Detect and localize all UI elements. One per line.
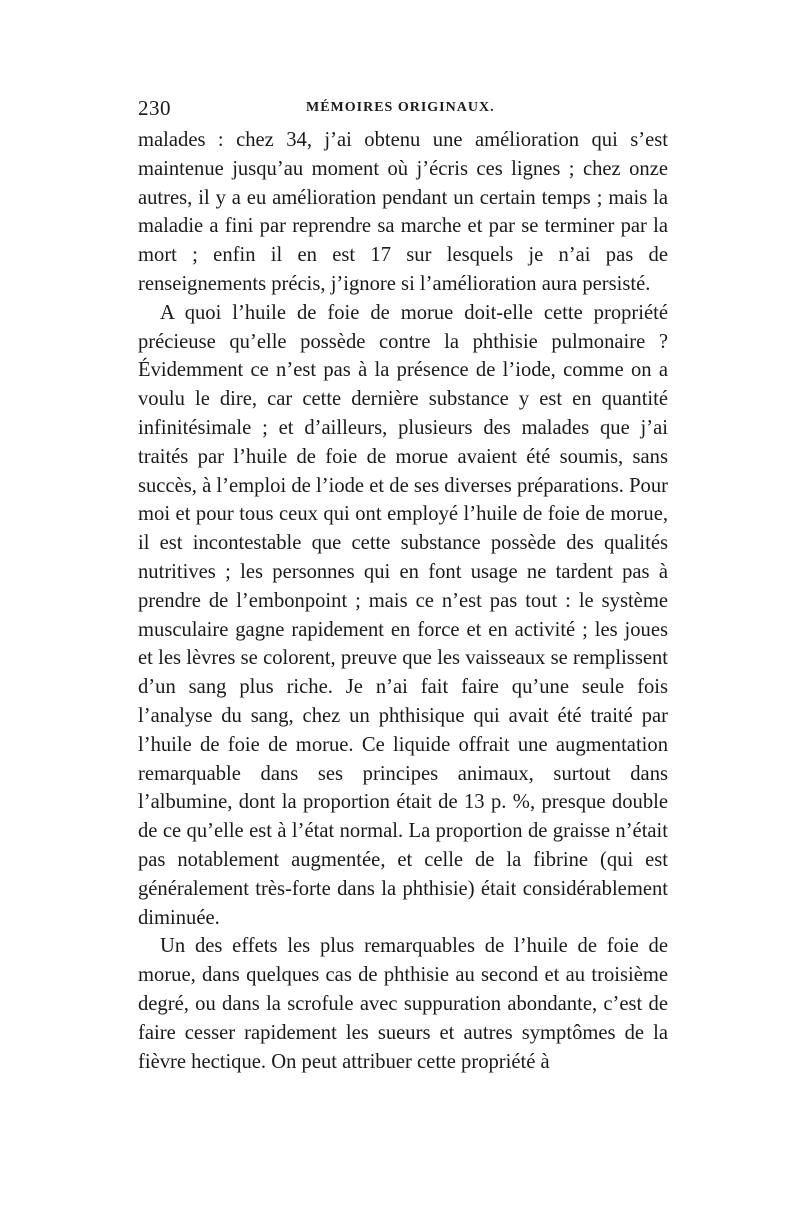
book-page (138, 92, 668, 1076)
paragraph: Un des effets les plus remarquables de l’huile de foie de morue, dans quelques cas de phthisie au second et au troisième degré, ou dans la scrofule avec suppuration abondante, c’est de faire cesser rapidement les sueurs et autres symptômes de la fièvre hectique. On peut attribuer cette propriété à (138, 935, 668, 1073)
paragraph-continued: malades : chez 34, j’ai obtenu une amélioration qui s’est maintenue jusqu’au moment où j’écris ces lignes ; chez onze autres, il y a eu amélioration pendant un certain temps ; mais la maladie a fini par reprendre sa marche et par se terminer par la mort ; enfin il en est 17 sur lesquels je n’ai pas de renseignements précis, j’ignore si l’amélioration aura persisté. (138, 129, 668, 295)
paragraph: A quoi l’huile de foie de morue doit-elle cette propriété précieuse qu’elle possède contre la phthisie pulmonaire ? Évidemment ce n’est pas à la présence de l’iode, comme on a voulu le dire, car cette dernière substance y est en quantité infinitésimale ; et d’ailleurs, plusieurs des malades que j’ai traités par l’huile de foie de morue avaient été soumis, sans succès, à l’emploi de l’iode et de ses diverses préparations. Pour moi et pour tous ceux qui ont employé l’huile de foie de morue, il est incontestable que cette substance possède des qualités nutritives ; les personnes qui en font usage ne tardent pas à prendre de l’embonpoint ; mais ce n’est pas tout : le système musculaire gagne rapidement en force et en activité ; les joues et les lèvres se colorent, preuve que les vaisseaux se remplissent d’un sang plus riche. Je n’ai fait faire qu’une seule fois l’analyse du sang, chez un phthisique qui avait été traité par l’huile de foie de morue. Ce liquide offrait une augmentation remarquable dans ses principes animaux, surtout dans l’albumine, dont la proportion était de 13 p. %, presque double de ce qu’elle est à l’état normal. La proportion de graisse n’était pas notablement augmentée, et celle de la fibrine (qui est généralement très-forte dans la phthisie) était considérablement diminuée. (138, 301, 668, 929)
body-text (138, 126, 668, 1076)
running-head: MÉMOIRES ORIGINAUX. (306, 100, 495, 115)
page-header (138, 92, 668, 126)
page-number: 230 (138, 96, 171, 120)
